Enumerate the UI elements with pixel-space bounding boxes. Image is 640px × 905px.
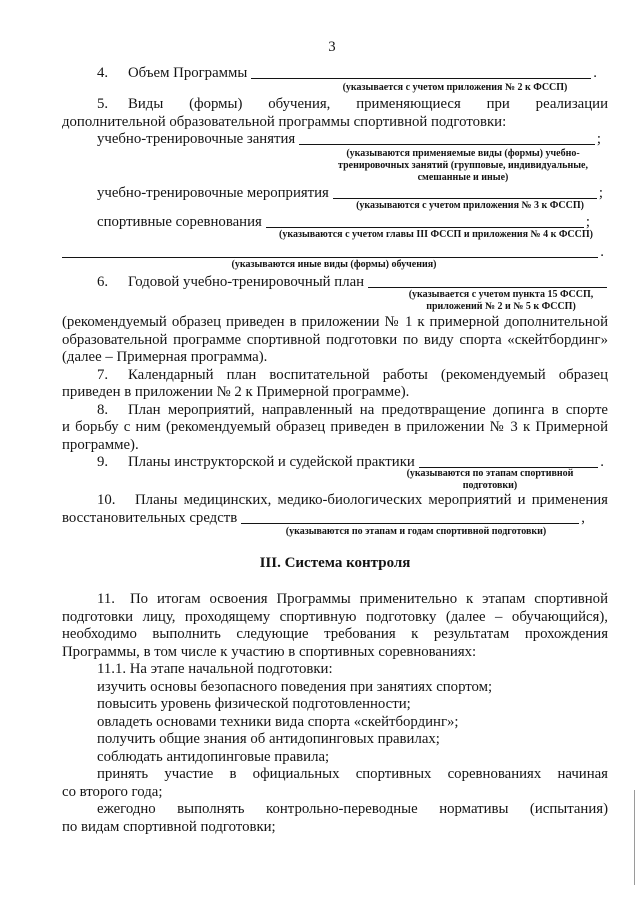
item-8-number: 8.: [97, 402, 109, 418]
item-6-hint: [395, 289, 607, 313]
training-sessions-hint-line: тренировочных занятий (групповые, индивидуальные,: [338, 160, 588, 171]
competitions-hint: [270, 229, 602, 241]
item-9-hint-line: подготовки): [462, 480, 518, 491]
item-10-text-line: Планы медицинских, медико-биологических мероприятий и применения: [135, 492, 608, 508]
item-6-hint-line: (указывается с учетом пункта 15 ФССП,: [408, 289, 594, 300]
training-sessions-line: [97, 130, 601, 148]
item-4-label: Объем Программы: [128, 65, 248, 81]
requirement-line: получить общие знания об антидопинговых правилах;: [97, 731, 440, 747]
competitions-blank-line: [266, 227, 584, 228]
item-6-hint-line: приложений № 2 и № 5 к ФССП): [426, 301, 576, 312]
other-forms-blank-line: [62, 257, 598, 258]
training-sessions-blank-line: [299, 144, 595, 145]
requirement-line: соблюдать антидопинговые правила;: [97, 749, 330, 765]
item-9-hint-line: (указываются по этапам спортивной: [406, 468, 574, 479]
item-10-punct: ,: [581, 510, 585, 526]
other-forms-punct: .: [600, 244, 604, 260]
item-9-number: 9.: [97, 454, 109, 470]
requirement-line: изучить основы безопасного поведения при занятиях спортом;: [97, 679, 493, 695]
item-6-text-line: (рекомендуемый образец приведен в приложении № 1 к примерной дополнительной: [62, 314, 608, 330]
competitions-punct: ;: [585, 214, 590, 230]
item-10-blank-line: [241, 523, 579, 524]
item-6-number: 6.: [97, 274, 109, 290]
item-8-text-line: и борьбу с ним (рекомендуемый образец приведен в приложении № 3 к Примерной: [62, 419, 608, 435]
training-sessions-hint: [318, 148, 608, 184]
item-7-text-line: Календарный план воспитательной работы (рекомендуемый образец: [128, 367, 608, 383]
other-forms-hint: [180, 259, 488, 271]
item-4-number: 4.: [97, 65, 109, 81]
item-9-punct: .: [600, 454, 604, 470]
item-10-hint-text: (указываются по этапам и годам спортивной подготовки): [285, 526, 547, 537]
item-6-text-line: образовательной программе спортивной подготовки по виду спорта «скейтбординг»: [62, 332, 608, 348]
competitions-label: спортивные соревнования: [97, 214, 262, 230]
item-9-label: Планы инструкторской и судейской практики: [128, 454, 415, 470]
item-11-number: 11.: [97, 591, 115, 607]
requirement-line: овладеть основами техники вида спорта «скейтбординг»;: [97, 714, 459, 730]
item-10-hint: [260, 526, 572, 538]
item-7-text-line: приведен в приложении № 2 к Примерной программе).: [62, 384, 410, 400]
item-4-hint-text: (указывается с учетом приложения № 2 к ФССП): [342, 82, 568, 93]
item-5-number: 5.: [97, 96, 109, 112]
training-events-label: учебно-тренировочные мероприятия: [97, 185, 329, 201]
item-6-text-line: (далее – Примерная программа).: [62, 349, 268, 365]
training-events-hint: [340, 200, 600, 212]
item-10-label: восстановительных средств: [62, 510, 238, 526]
item-8-text-line: программе).: [62, 437, 139, 453]
scan-edge-line: [634, 790, 635, 885]
item-10-line: [62, 509, 585, 527]
item-11-text-line: необходимо выполнить следующие требования к результатам прохождения: [62, 626, 608, 642]
item-5-line-2: дополнительной образовательной программы спортивной подготовки:: [62, 114, 507, 130]
item-5-line-1: Виды (формы) обучения, применяющиеся при реализации: [128, 96, 608, 112]
item-8-text-line: План мероприятий, направленный на предотвращение допинга в спорте: [128, 402, 608, 418]
requirement-line: по видам спортивной подготовки;: [62, 819, 276, 835]
item-11-text-line: По итогам освоения Программы применительно к этапам спортивной: [130, 591, 608, 607]
requirement-line: принять участие в официальных спортивных соревнованиях начиная: [97, 766, 608, 782]
training-sessions-hint-line: (указываются применяемые виды (формы) учебно-: [346, 148, 580, 159]
item-11-text-line: подготовки лицу, проходящему спортивную подготовку (далее – обучающийся),: [62, 609, 608, 625]
item-4-punct: .: [593, 65, 597, 81]
item-6-blank-line: [368, 287, 607, 288]
competitions-hint-text: (указываются с учетом главы III ФССП и приложения № 4 к ФССП): [279, 229, 593, 240]
requirement-line: повысить уровень физической подготовленности;: [97, 696, 411, 712]
item-4-blank-line: [251, 78, 591, 79]
training-events-blank-line: [333, 198, 597, 199]
item-6-label: Годовой учебно-тренировочный план: [128, 274, 365, 290]
item-4-line: [97, 64, 597, 82]
training-events-punct: ;: [598, 185, 603, 201]
section-heading: III. Система контроля: [259, 555, 411, 571]
requirement-line: со второго года;: [62, 784, 163, 800]
training-events-hint-text: (указываются с учетом приложения № 3 к ФССП): [356, 200, 584, 211]
item-10-number: 10.: [97, 492, 116, 508]
item-4-hint: [300, 82, 610, 94]
training-sessions-hint-line: смешанные и иные): [417, 172, 509, 183]
item-11-text-line: Программы, в том числе к участию в спортивных соревнованиях:: [62, 644, 477, 660]
other-forms-hint-text: (указываются иные виды (формы) обучения): [231, 259, 437, 270]
requirement-line: ежегодно выполнять контрольно-переводные нормативы (испытания): [97, 801, 608, 817]
page-number: 3: [328, 39, 336, 55]
item-9-hint: [405, 468, 575, 492]
training-sessions-punct: ;: [596, 131, 601, 147]
item-7-number: 7.: [97, 367, 109, 383]
item-11-1-heading: 11.1. На этапе начальной подготовки:: [97, 661, 333, 677]
training-sessions-label: учебно-тренировочные занятия: [97, 131, 296, 147]
